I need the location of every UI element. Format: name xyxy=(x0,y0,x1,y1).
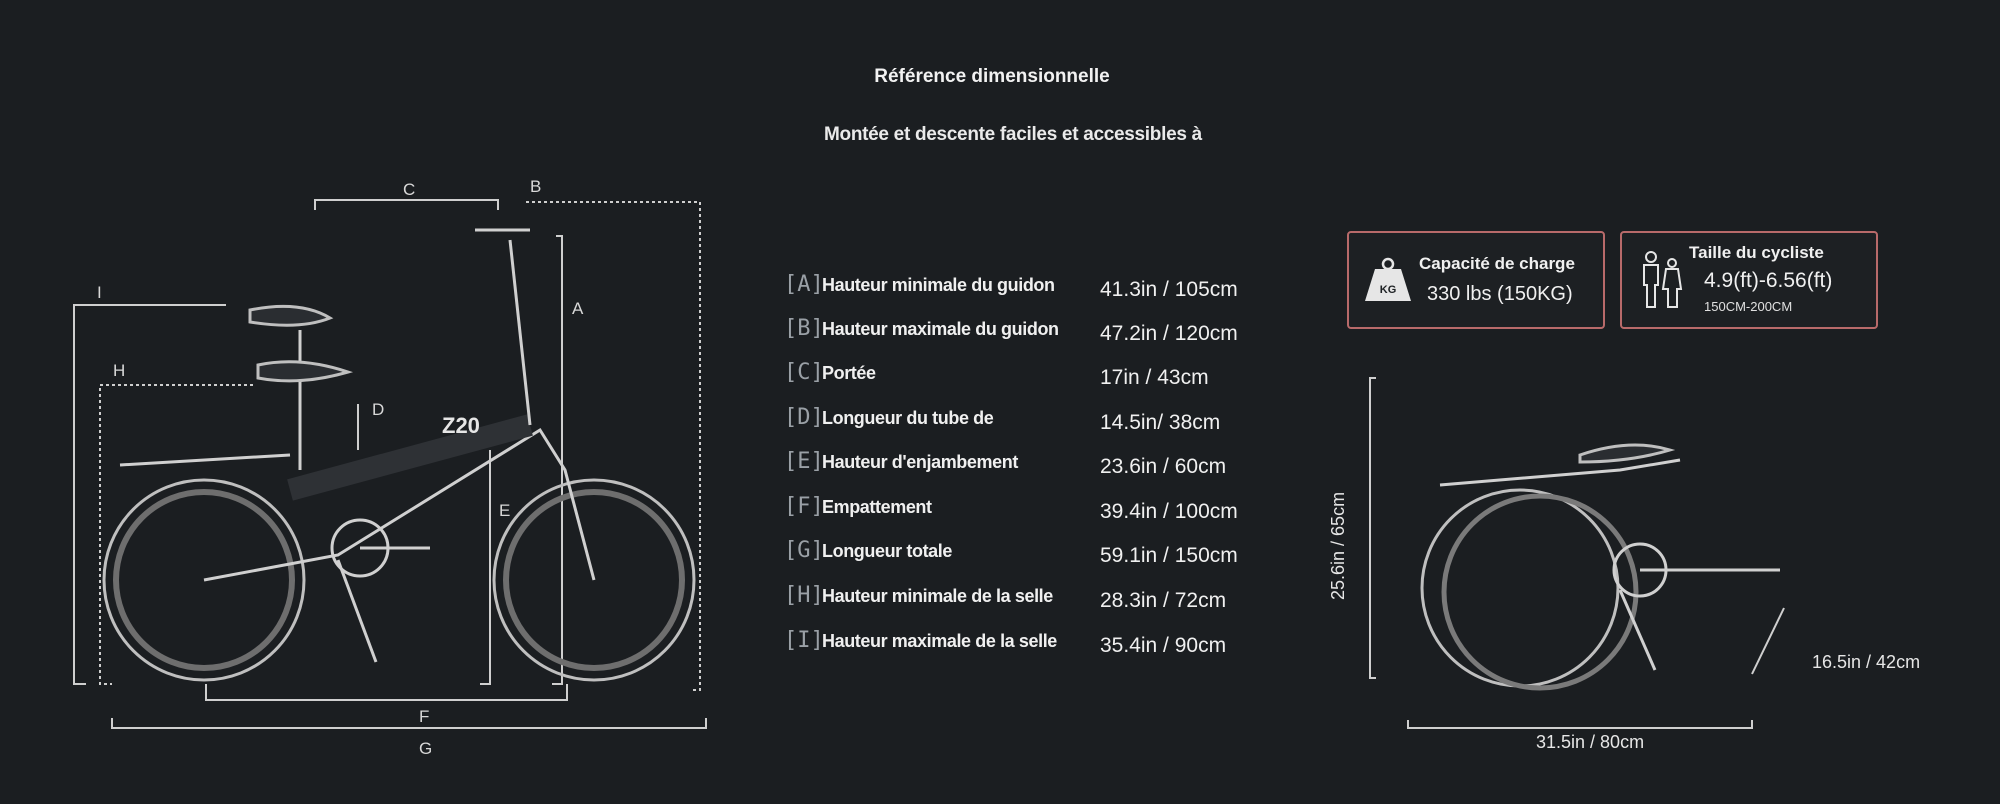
frame-logo: Z20 xyxy=(442,413,480,438)
spec-tag: [I] xyxy=(784,628,824,653)
folded-width-line xyxy=(1752,608,1784,674)
spec-row-e xyxy=(784,449,1304,489)
spec-row-a xyxy=(784,272,1304,312)
load-capacity-value: 330 lbs (150KG) xyxy=(1427,283,1573,305)
spec-value: 41.3in / 105cm xyxy=(1100,278,1238,301)
spec-name: Hauteur minimale du guidon xyxy=(822,275,1055,295)
rider-height-card xyxy=(1620,231,1878,329)
spec-value: 59.1in / 150cm xyxy=(1100,544,1238,567)
spec-name: Hauteur minimale de la selle xyxy=(822,586,1053,606)
spec-name: Empattement xyxy=(822,497,932,517)
spec-value: 39.4in / 100cm xyxy=(1100,500,1238,523)
spec-value: 14.5in/ 38cm xyxy=(1100,411,1221,434)
spec-value: 47.2in / 120cm xyxy=(1100,322,1238,345)
spec-tag: [A] xyxy=(784,272,824,297)
spec-row-i xyxy=(784,628,1304,668)
spec-value: 28.3in / 72cm xyxy=(1100,589,1227,612)
folded-length-label: 31.5in / 80cm xyxy=(1536,732,1645,752)
spec-tag: [F] xyxy=(784,494,824,519)
folded-bike-diagram xyxy=(1340,370,1800,750)
spec-row-b xyxy=(784,316,1304,356)
spec-value: 23.6in / 60cm xyxy=(1100,455,1227,478)
weight-icon xyxy=(1363,257,1413,303)
folded-length-line xyxy=(1408,720,1752,728)
spec-row-g xyxy=(784,538,1304,578)
spec-tag: [B] xyxy=(784,316,824,341)
spec-tag: [H] xyxy=(784,583,824,608)
spec-tag: [E] xyxy=(784,449,824,474)
dim-letter-c: C xyxy=(403,180,416,199)
spec-row-f xyxy=(784,494,1304,534)
dim-line-f xyxy=(206,684,567,700)
spec-name: Longueur du tube de xyxy=(822,408,994,428)
spec-name: Hauteur maximale de la selle xyxy=(822,631,1057,651)
spec-row-d xyxy=(784,405,1304,445)
spec-name: Hauteur maximale du guidon xyxy=(822,319,1059,339)
dim-letter-e: E xyxy=(499,501,511,520)
spec-name: Longueur totale xyxy=(822,541,952,561)
page-subtitle: Montée et descente faciles et accessibles à xyxy=(824,124,1202,145)
dim-line-e xyxy=(480,450,490,684)
load-capacity-card xyxy=(1347,231,1605,329)
rider-height-metric: 150CM-200CM xyxy=(1704,299,1793,314)
dim-letter-f: F xyxy=(419,707,430,726)
spec-tag: [D] xyxy=(784,405,824,430)
spec-tag: [G] xyxy=(784,538,824,563)
dim-letter-d: D xyxy=(372,400,385,419)
rider-height-title: Taille du cycliste xyxy=(1689,243,1824,262)
spec-tag: [C] xyxy=(784,360,824,385)
folded-width-label: 16.5in / 42cm xyxy=(1812,652,1921,672)
spec-row-h xyxy=(784,583,1304,623)
spec-value: 35.4in / 90cm xyxy=(1100,634,1227,657)
dim-line-g xyxy=(112,718,706,728)
spec-name: Hauteur d'enjambement xyxy=(822,452,1018,472)
folded-wheel-back xyxy=(1422,490,1618,686)
dim-letter-h: H xyxy=(113,361,126,380)
dim-letter-i: I xyxy=(97,283,102,302)
spec-name: Portée xyxy=(822,363,876,383)
folded-height-label: 25.6in / 65cm xyxy=(1328,491,1348,600)
weight-icon-label: KG xyxy=(1379,284,1397,296)
dim-letter-a: A xyxy=(572,299,584,318)
dim-letter-b: B xyxy=(530,177,542,196)
rider-silhouette-icon xyxy=(1640,251,1684,309)
dim-line-c xyxy=(315,200,498,210)
rider-height-value: 4.9(ft)-6.56(ft) xyxy=(1704,269,1833,292)
spec-row-c xyxy=(784,360,1304,400)
dim-letter-g: G xyxy=(419,739,433,758)
load-capacity-title: Capacité de charge xyxy=(1419,254,1575,273)
folded-height-line xyxy=(1370,378,1376,678)
bike-dimension-diagram xyxy=(0,0,720,780)
spec-value: 17in / 43cm xyxy=(1100,366,1209,389)
page-title: Référence dimensionnelle xyxy=(874,66,1110,87)
